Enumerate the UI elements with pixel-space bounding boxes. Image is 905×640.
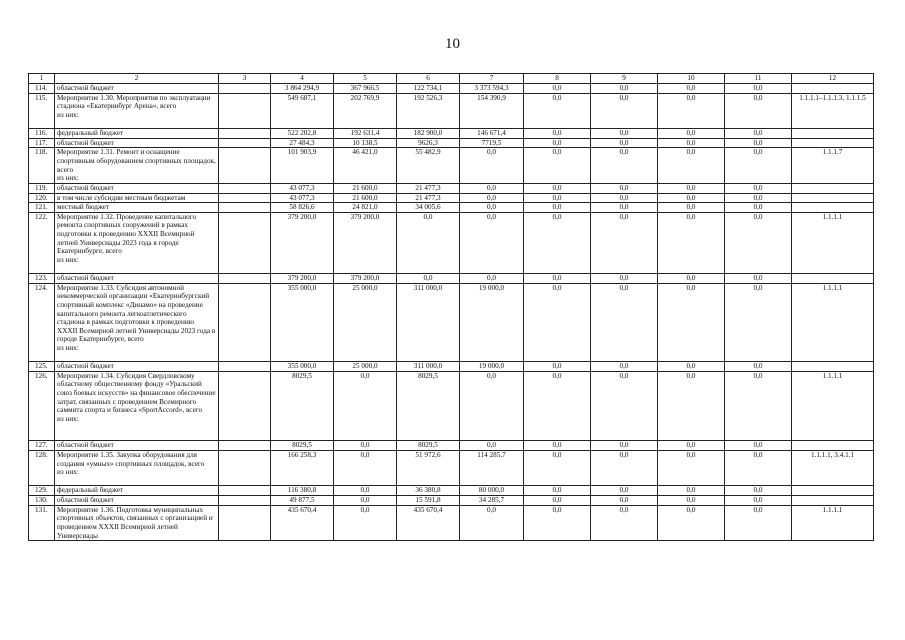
value-cell: 154 390,9: [460, 93, 524, 128]
value-cell: 36 380,8: [397, 486, 460, 496]
value-cell: [219, 371, 271, 441]
column-header: 3: [219, 74, 271, 84]
value-cell: 10 138,5: [334, 138, 397, 148]
value-cell: [219, 148, 271, 184]
value-cell: 0,0: [460, 183, 524, 193]
value-cell: 27 484,3: [271, 138, 334, 148]
value-cell: 8029,5: [397, 441, 460, 451]
value-cell: 0,0: [591, 451, 658, 486]
row-name-cell: Мероприятие 1.33. Субсидия автономной некоммерческой организации «Екатеринбургский спортивный комплекс «Динамо» на проведение капитального ремонта легкоатлетического стадиона в рамках подготовки к проведению XXXII Всемирной летней Универсиады 2023 года в городе Екатеринбурге, всего из них:: [55, 283, 219, 361]
value-cell: 0,0: [725, 371, 792, 441]
table-row: [29, 148, 874, 184]
value-cell: 116 380,8: [271, 486, 334, 496]
column-header: 2: [55, 74, 219, 84]
column-number-row: [29, 74, 874, 84]
value-cell: [792, 193, 874, 203]
value-cell: 0,0: [524, 193, 591, 203]
value-cell: 43 077,3: [271, 183, 334, 193]
value-cell: 0,0: [591, 193, 658, 203]
row-name-cell: областной бюджет: [55, 183, 219, 193]
value-cell: 1.1.1.1: [792, 212, 874, 273]
value-cell: 0,0: [460, 441, 524, 451]
row-name-cell: Мероприятие 1.35. Закупка оборудования для создания «умных» спортивных площадок, всего из них:: [55, 451, 219, 486]
value-cell: 0,0: [725, 441, 792, 451]
table-row: [29, 283, 874, 361]
table-row: [29, 451, 874, 486]
row-number-cell: 115.: [29, 93, 55, 128]
table-row: [29, 486, 874, 496]
row-number-cell: 121.: [29, 203, 55, 213]
value-cell: 0,0: [591, 84, 658, 94]
value-cell: [219, 505, 271, 541]
budget-table: [28, 73, 874, 541]
value-cell: 0,0: [658, 505, 725, 541]
value-cell: [792, 129, 874, 139]
value-cell: 367 966,5: [334, 84, 397, 94]
column-header: 6: [397, 74, 460, 84]
value-cell: 114 285,7: [460, 451, 524, 486]
value-cell: 1.1.1.1: [792, 283, 874, 361]
value-cell: 55 482,9: [397, 148, 460, 184]
column-header: 12: [792, 74, 874, 84]
value-cell: 0,0: [658, 183, 725, 193]
value-cell: [219, 212, 271, 273]
value-cell: 19 000,0: [460, 283, 524, 361]
value-cell: 0,0: [397, 212, 460, 273]
value-cell: 0,0: [725, 451, 792, 486]
value-cell: 21 600,0: [334, 183, 397, 193]
value-cell: 0,0: [334, 371, 397, 441]
value-cell: [792, 84, 874, 94]
value-cell: 21 477,3: [397, 193, 460, 203]
value-cell: 25 000,0: [334, 362, 397, 372]
value-cell: [219, 193, 271, 203]
table-row: [29, 193, 874, 203]
value-cell: 549 687,1: [271, 93, 334, 128]
value-cell: 0,0: [591, 505, 658, 541]
table-row: [29, 129, 874, 139]
value-cell: 0,0: [725, 84, 792, 94]
value-cell: 1.1.1.1: [792, 505, 874, 541]
value-cell: 0,0: [334, 505, 397, 541]
value-cell: 0,0: [524, 283, 591, 361]
column-header: 7: [460, 74, 524, 84]
value-cell: 355 000,0: [271, 362, 334, 372]
value-cell: 1.1.1.1: [792, 371, 874, 441]
value-cell: 0,0: [524, 273, 591, 283]
value-cell: 1.1.1.1, 3.4.1.1: [792, 451, 874, 486]
value-cell: 0,0: [591, 93, 658, 128]
value-cell: 0,0: [725, 129, 792, 139]
value-cell: 51 972,6: [397, 451, 460, 486]
column-header: 11: [725, 74, 792, 84]
value-cell: [792, 496, 874, 506]
table-row: [29, 273, 874, 283]
row-name-cell: областной бюджет: [55, 273, 219, 283]
value-cell: 43 077,3: [271, 193, 334, 203]
value-cell: 0,0: [524, 486, 591, 496]
value-cell: 0,0: [591, 129, 658, 139]
table-row: [29, 505, 874, 541]
value-cell: 8029,5: [271, 371, 334, 441]
value-cell: 192 526,3: [397, 93, 460, 128]
value-cell: 49 877,5: [271, 496, 334, 506]
value-cell: 0,0: [725, 212, 792, 273]
value-cell: [219, 283, 271, 361]
value-cell: 0,0: [524, 183, 591, 193]
value-cell: 0,0: [524, 362, 591, 372]
value-cell: 0,0: [591, 212, 658, 273]
row-name-cell: областной бюджет: [55, 441, 219, 451]
value-cell: 202 769,9: [334, 93, 397, 128]
value-cell: 0,0: [591, 273, 658, 283]
value-cell: [219, 129, 271, 139]
value-cell: 9626,3: [397, 138, 460, 148]
value-cell: 0,0: [725, 93, 792, 128]
value-cell: [792, 273, 874, 283]
value-cell: 46 421,0: [334, 148, 397, 184]
value-cell: 0,0: [524, 441, 591, 451]
value-cell: 0,0: [334, 486, 397, 496]
value-cell: [219, 203, 271, 213]
row-number-cell: 117.: [29, 138, 55, 148]
value-cell: 21 477,3: [397, 183, 460, 193]
value-cell: 379 200,0: [271, 273, 334, 283]
value-cell: [219, 486, 271, 496]
row-number-cell: 126.: [29, 371, 55, 441]
table-row: [29, 496, 874, 506]
value-cell: 192 631,4: [334, 129, 397, 139]
value-cell: 0,0: [658, 193, 725, 203]
value-cell: 0,0: [725, 362, 792, 372]
value-cell: 1.1.1.1–1.1.1.3, 1.1.1.5: [792, 93, 874, 128]
value-cell: 8029,5: [397, 371, 460, 441]
value-cell: 0,0: [460, 203, 524, 213]
value-cell: 1.1.1.7: [792, 148, 874, 184]
value-cell: 0,0: [460, 148, 524, 184]
value-cell: [219, 183, 271, 193]
column-header: 1: [29, 74, 55, 84]
value-cell: 122 734,1: [397, 84, 460, 94]
row-name-cell: Мероприятие 1.34. Субсидия Свердловскому областному общественному фонду «Уральский союз боевых искусств» на финансовое обеспечение затрат, связанных с проведением Всемирного саммита спорта и бизнеса «SportAccord», всего из них:: [55, 371, 219, 441]
value-cell: 0,0: [725, 496, 792, 506]
row-name-cell: областной бюджет: [55, 84, 219, 94]
row-name-cell: Мероприятие 1.30. Мероприятия по эксплуатации стадиона «Екатеринбург Арена», всего из них:: [55, 93, 219, 128]
column-header: 4: [271, 74, 334, 84]
value-cell: 0,0: [591, 371, 658, 441]
row-name-cell: областной бюджет: [55, 496, 219, 506]
value-cell: 0,0: [524, 212, 591, 273]
value-cell: 0,0: [658, 212, 725, 273]
value-cell: 0,0: [658, 441, 725, 451]
value-cell: 0,0: [658, 93, 725, 128]
row-number-cell: 124.: [29, 283, 55, 361]
row-number-cell: 130.: [29, 496, 55, 506]
value-cell: 0,0: [460, 212, 524, 273]
value-cell: 0,0: [658, 138, 725, 148]
value-cell: [219, 362, 271, 372]
column-header: 5: [334, 74, 397, 84]
value-cell: 0,0: [725, 138, 792, 148]
row-name-cell: Мероприятие 1.32. Проведение капитального ремонта спортивных сооружений в рамках подготовки к проведению XXXII Всемирной летней Универсиады 2023 года в городе Екатеринбурге, всего из них:: [55, 212, 219, 273]
value-cell: [219, 138, 271, 148]
row-number-cell: 120.: [29, 193, 55, 203]
value-cell: 0,0: [591, 183, 658, 193]
value-cell: 0,0: [658, 84, 725, 94]
value-cell: [219, 84, 271, 94]
value-cell: 21 600,0: [334, 193, 397, 203]
value-cell: 0,0: [524, 148, 591, 184]
value-cell: 0,0: [658, 148, 725, 184]
value-cell: 101 903,9: [271, 148, 334, 184]
value-cell: 379 200,0: [334, 273, 397, 283]
row-name-cell: местный бюджет: [55, 203, 219, 213]
table-row: [29, 362, 874, 372]
value-cell: 0,0: [591, 203, 658, 213]
table-row: [29, 371, 874, 441]
value-cell: [219, 496, 271, 506]
value-cell: 182 900,0: [397, 129, 460, 139]
table-row: [29, 212, 874, 273]
row-number-cell: 116.: [29, 129, 55, 139]
row-number-cell: 129.: [29, 486, 55, 496]
value-cell: 0,0: [725, 505, 792, 541]
row-number-cell: 125.: [29, 362, 55, 372]
value-cell: 0,0: [725, 183, 792, 193]
table-row: [29, 183, 874, 193]
row-name-cell: областной бюджет: [55, 362, 219, 372]
value-cell: 379 200,0: [334, 212, 397, 273]
value-cell: 0,0: [725, 486, 792, 496]
value-cell: 435 670,4: [397, 505, 460, 541]
value-cell: 25 000,0: [334, 283, 397, 361]
value-cell: 0,0: [591, 283, 658, 361]
value-cell: [219, 441, 271, 451]
value-cell: 0,0: [524, 371, 591, 441]
row-number-cell: 127.: [29, 441, 55, 451]
value-cell: 80 000,0: [460, 486, 524, 496]
table-row: [29, 441, 874, 451]
value-cell: 0,0: [334, 496, 397, 506]
value-cell: 0,0: [725, 148, 792, 184]
value-cell: 0,0: [524, 129, 591, 139]
value-cell: 311 000,0: [397, 362, 460, 372]
column-header: 8: [524, 74, 591, 84]
value-cell: 0,0: [460, 371, 524, 441]
value-cell: 7719,5: [460, 138, 524, 148]
value-cell: 0,0: [524, 84, 591, 94]
table-row: [29, 203, 874, 213]
row-number-cell: 114.: [29, 84, 55, 94]
value-cell: 0,0: [725, 273, 792, 283]
table-body: [29, 74, 874, 541]
row-name-cell: Мероприятие 1.36. Подготовка муниципальных спортивных объектов, связанных с организацией и проведением XXXII Всемирной летней Универсиады: [55, 505, 219, 541]
row-name-cell: в том числе субсидии местным бюджетам: [55, 193, 219, 203]
row-name-cell: Мероприятие 1.31. Ремонт и оснащение спортивным оборудованием спортивных площадок, всего из них:: [55, 148, 219, 184]
value-cell: 58 826,6: [271, 203, 334, 213]
value-cell: 0,0: [591, 496, 658, 506]
value-cell: 0,0: [460, 193, 524, 203]
value-cell: [792, 138, 874, 148]
value-cell: 3 373 594,3: [460, 84, 524, 94]
value-cell: 0,0: [524, 138, 591, 148]
value-cell: [219, 93, 271, 128]
value-cell: 0,0: [334, 441, 397, 451]
value-cell: 0,0: [524, 505, 591, 541]
value-cell: 0,0: [658, 129, 725, 139]
value-cell: [792, 486, 874, 496]
value-cell: 0,0: [591, 138, 658, 148]
value-cell: [219, 451, 271, 486]
value-cell: 0,0: [658, 273, 725, 283]
row-number-cell: 123.: [29, 273, 55, 283]
value-cell: 0,0: [524, 451, 591, 486]
value-cell: 0,0: [658, 486, 725, 496]
value-cell: [219, 273, 271, 283]
page-number: 10: [445, 36, 460, 52]
table-row: [29, 93, 874, 128]
value-cell: 379 200,0: [271, 212, 334, 273]
value-cell: 0,0: [334, 451, 397, 486]
value-cell: 24 821,0: [334, 203, 397, 213]
row-number-cell: 119.: [29, 183, 55, 193]
value-cell: 311 000,0: [397, 283, 460, 361]
value-cell: 0,0: [725, 203, 792, 213]
row-number-cell: 122.: [29, 212, 55, 273]
row-number-cell: 128.: [29, 451, 55, 486]
value-cell: 0,0: [397, 273, 460, 283]
value-cell: 19 000,0: [460, 362, 524, 372]
value-cell: 522 202,8: [271, 129, 334, 139]
table-row: [29, 84, 874, 94]
value-cell: 0,0: [591, 362, 658, 372]
row-number-cell: 118.: [29, 148, 55, 184]
value-cell: 0,0: [524, 203, 591, 213]
value-cell: 34 005,6: [397, 203, 460, 213]
value-cell: 34 285,7: [460, 496, 524, 506]
column-header: 10: [658, 74, 725, 84]
value-cell: [792, 183, 874, 193]
value-cell: 166 258,3: [271, 451, 334, 486]
value-cell: 0,0: [658, 203, 725, 213]
value-cell: 0,0: [658, 283, 725, 361]
value-cell: 0,0: [460, 505, 524, 541]
value-cell: 0,0: [658, 362, 725, 372]
row-number-cell: 131.: [29, 505, 55, 541]
row-name-cell: областной бюджет: [55, 138, 219, 148]
value-cell: [792, 362, 874, 372]
value-cell: 0,0: [591, 486, 658, 496]
column-header: 9: [591, 74, 658, 84]
value-cell: [792, 441, 874, 451]
value-cell: 0,0: [524, 93, 591, 128]
value-cell: 8029,5: [271, 441, 334, 451]
value-cell: 0,0: [658, 496, 725, 506]
value-cell: 0,0: [725, 283, 792, 361]
value-cell: 355 000,0: [271, 283, 334, 361]
value-cell: 0,0: [524, 496, 591, 506]
value-cell: 0,0: [658, 451, 725, 486]
value-cell: 15 591,8: [397, 496, 460, 506]
value-cell: 0,0: [658, 371, 725, 441]
value-cell: 3 864 294,9: [271, 84, 334, 94]
value-cell: 435 670,4: [271, 505, 334, 541]
value-cell: 0,0: [591, 148, 658, 184]
row-name-cell: федеральный бюджет: [55, 486, 219, 496]
value-cell: 146 671,4: [460, 129, 524, 139]
value-cell: 0,0: [591, 441, 658, 451]
table-row: [29, 138, 874, 148]
value-cell: 0,0: [460, 273, 524, 283]
value-cell: 0,0: [725, 193, 792, 203]
row-name-cell: федеральный бюджет: [55, 129, 219, 139]
value-cell: [792, 203, 874, 213]
